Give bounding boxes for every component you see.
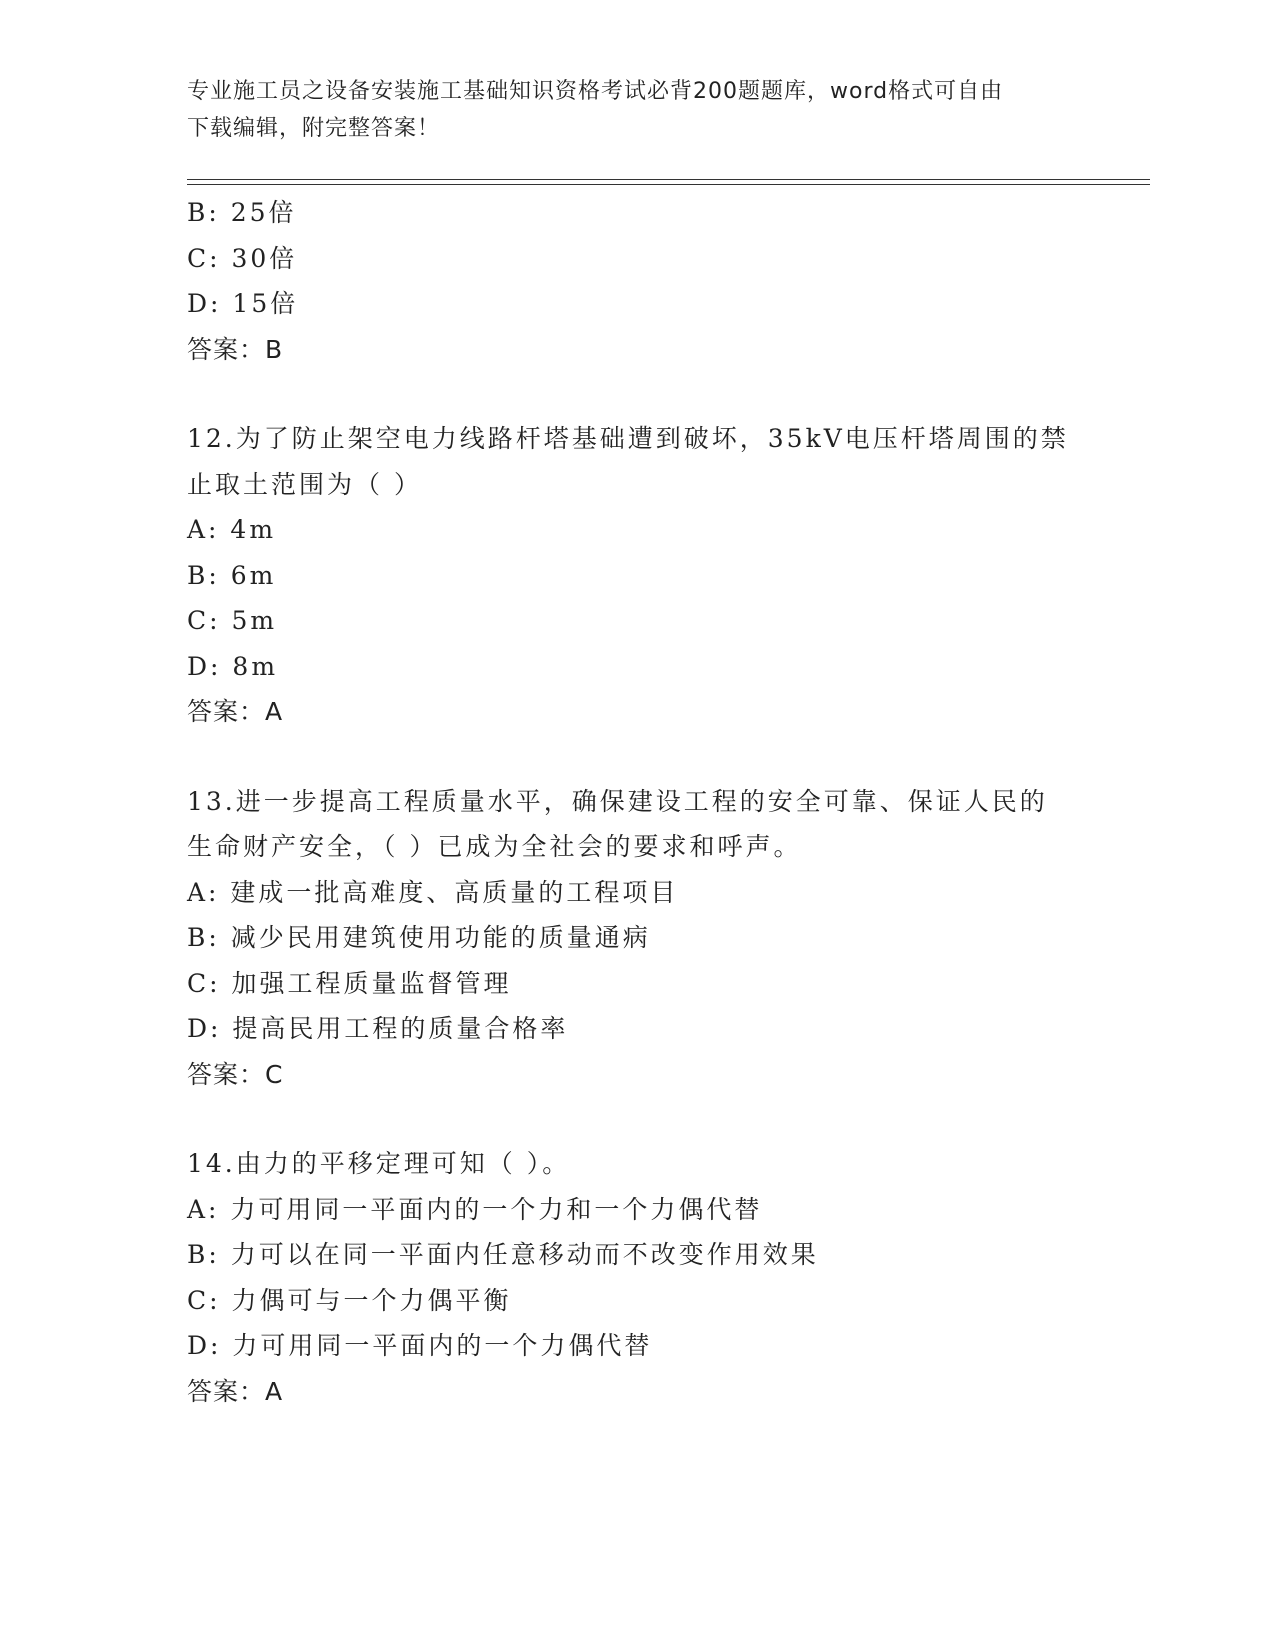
option-d: D: 8m — [187, 651, 279, 681]
option-b: B: 力可以在同一平面内任意移动而不改变作用效果 — [187, 1240, 819, 1269]
header-title-line-1: 专业施工员之设备安装施工基础知识资格考试必背200题题库，word格式可自由 — [187, 79, 1004, 104]
option-a: A: 力可用同一平面内的一个力和一个力偶代替 — [187, 1194, 763, 1224]
question-stem-line-1: 14.由力的平移定理可知（ ）。 — [187, 1149, 571, 1178]
option-b: B: 25倍 — [187, 198, 297, 227]
question-stem-line-2: 生命财产安全，（ ）已成为全社会的要求和呼声。 — [187, 832, 802, 861]
question-spacer — [187, 735, 1087, 779]
question-12 — [187, 416, 1087, 735]
option-a: A: 4m — [187, 515, 277, 544]
question-stem-line-1: 13.进一步提高工程质量水平，确保建设工程的安全可靠、保证人民的 — [187, 786, 1048, 816]
option-a: A: 建成一批高难度、高质量的工程项目 — [187, 877, 679, 907]
header-divider-top — [187, 179, 1150, 180]
question-14 — [187, 1141, 1087, 1414]
question-list — [187, 190, 1087, 1414]
option-d: D: 提高民用工程的质量合格率 — [187, 1014, 569, 1043]
answer-line: 答案：A — [187, 697, 284, 726]
answer-line: 答案：C — [187, 1059, 284, 1089]
answer-line: 答案：A — [187, 1376, 284, 1406]
header-title-line-2: 下载编辑，附完整答案！ — [187, 116, 441, 141]
answer-line: 答案：B — [187, 334, 284, 364]
question-13 — [187, 779, 1087, 1098]
option-c: C: 加强工程质量监督管理 — [187, 968, 512, 998]
document-header — [187, 73, 1067, 147]
option-d: D: 15倍 — [187, 289, 299, 318]
option-c: C: 30倍 — [187, 243, 298, 273]
option-b: B: 6m — [187, 560, 277, 590]
question-stem-line-2: 止取土范围为（ ） — [187, 469, 422, 499]
option-b: B: 减少民用建筑使用功能的质量通病 — [187, 923, 651, 952]
question-stem-line-1: 12.为了防止架空电力线路杆塔基础遭到破坏，35kV电压杆塔周围的禁 — [187, 424, 1069, 453]
question-spacer — [187, 372, 1087, 416]
question-spacer — [187, 1097, 1087, 1141]
header-divider-bottom — [187, 184, 1150, 185]
option-c: C: 力偶可与一个力偶平衡 — [187, 1285, 512, 1315]
option-c: C: 5m — [187, 606, 278, 635]
option-d: D: 力可用同一平面内的一个力偶代替 — [187, 1331, 653, 1360]
question-11 — [187, 190, 1087, 372]
